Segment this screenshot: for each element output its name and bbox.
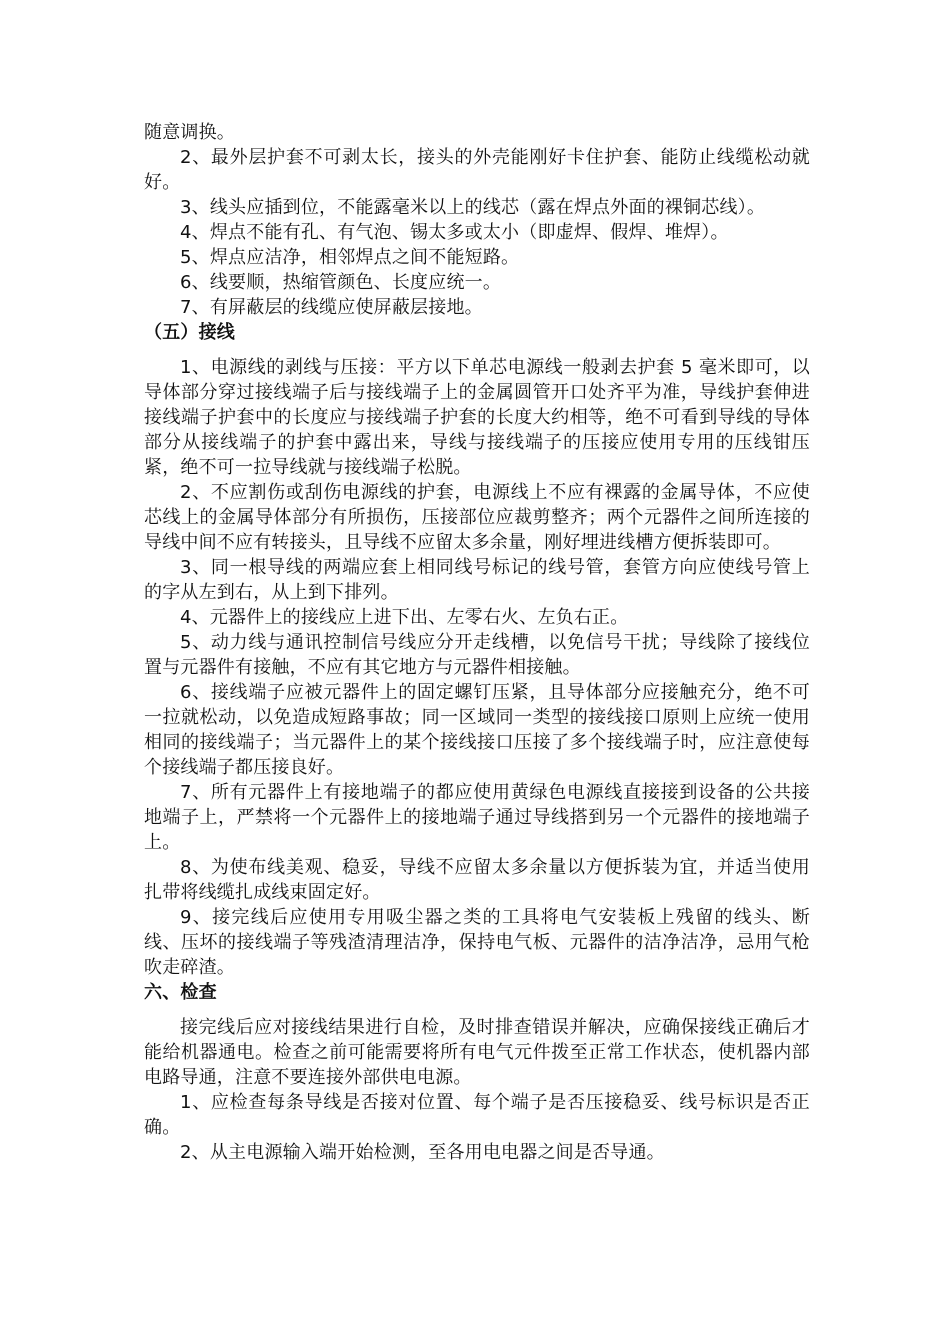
list-item: 6、线要顺，热缩管颜色、长度应统一。 xyxy=(180,272,502,293)
list-item: 5、焊点应洁净，相邻焊点之间不能短路。 xyxy=(180,247,520,268)
list-item: 1、电源线的剥线与压接：平方以下单芯电源线一般剥去护套 5 毫米即可，以导体部分穿过接线端子后与接线端子上的金属圆管开口处齐平为准，导线护套伸进接线端子护套中的长度应与接线端子护套的长度大约相等，绝不可看到导线的导体部分从接线端子的护套中露出来，导线与接线端子的压接应使用专用的压线钳压紧，绝不可一拉导线就与接线端子松脱。 xyxy=(144,357,810,478)
document-body xyxy=(144,120,810,1165)
section-heading-check: 六、检查 xyxy=(144,982,217,1003)
list-item: 4、元器件上的接线应上进下出、左零右火、左负右正。 xyxy=(180,607,629,628)
list-item: 9、接完线后应使用专用吸尘器之类的工具将电气安装板上残留的线头、断线、压坏的接线端子等残渣清理洁净，保持电气板、元器件的洁净洁净，忌用气枪吹走碎渣。 xyxy=(144,907,810,978)
list-item: 2、从主电源输入端开始检测，至各用电电器之间是否导通。 xyxy=(180,1142,665,1163)
list-item: 3、同一根导线的两端应套上相同线号标记的线号管，套管方向应使线号管上的字从左到右，从上到下排列。 xyxy=(144,557,810,603)
list-item: 6、接线端子应被元器件上的固定螺钉压紧，且导体部分应接触充分，绝不可一拉就松动，以免造成短路事故；同一区域同一类型的接线接口原则上应统一使用相同的接线端子；当元器件上的某个接线接口压接了多个接线端子时，应注意使每个接线端子都压接良好。 xyxy=(144,682,810,778)
list-item: 7、所有元器件上有接地端子的都应使用黄绿色电源线直接接到设备的公共接地端子上，严禁将一个元器件上的接地端子通过导线搭到另一个元器件的接地端子上。 xyxy=(144,782,810,853)
list-item: 2、最外层护套不可剥太长，接头的外壳能刚好卡住护套、能防止线缆松动就好。 xyxy=(144,147,810,193)
section-heading-wiring: （五）接线 xyxy=(144,322,235,343)
list-item: 2、不应割伤或刮伤电源线的护套，电源线上不应有裸露的金属导体，不应使芯线上的金属导体部分有所损伤，压接部位应裁剪整齐；两个元器件之间所连接的导线中间不应有转接头，且导线不应留太多余量，刚好埋进线槽方便拆装即可。 xyxy=(144,482,810,553)
list-item: 1、应检查每条导线是否接对位置、每个端子是否压接稳妥、线号标识是否正确。 xyxy=(144,1092,810,1138)
list-item: 4、焊点不能有孔、有气泡、锡太多或太小（即虚焊、假焊、堆焊）。 xyxy=(180,222,729,243)
list-item: 5、动力线与通讯控制信号线应分开走线槽，以免信号干扰；导线除了接线位置与元器件有接触，不应有其它地方与元器件相接触。 xyxy=(144,632,810,678)
paragraph-continuation: 随意调换。 xyxy=(144,122,235,143)
list-item: 8、为使布线美观、稳妥，导线不应留太多余量以方便拆装为宜，并适当使用扎带将线缆扎成线束固定好。 xyxy=(144,857,810,903)
list-item: 7、有屏蔽层的线缆应使屏蔽层接地。 xyxy=(180,297,483,318)
list-item: 3、线头应插到位，不能露毫米以上的线芯（露在焊点外面的裸铜芯线）。 xyxy=(180,197,766,218)
section-intro: 接完线后应对接线结果进行自检，及时排查错误并解决，应确保接线正确后才能给机器通电。检查之前可能需要将所有电气元件拨至正常工作状态，使机器内部电路导通，注意不要连接外部供电电源。 xyxy=(144,1017,810,1088)
